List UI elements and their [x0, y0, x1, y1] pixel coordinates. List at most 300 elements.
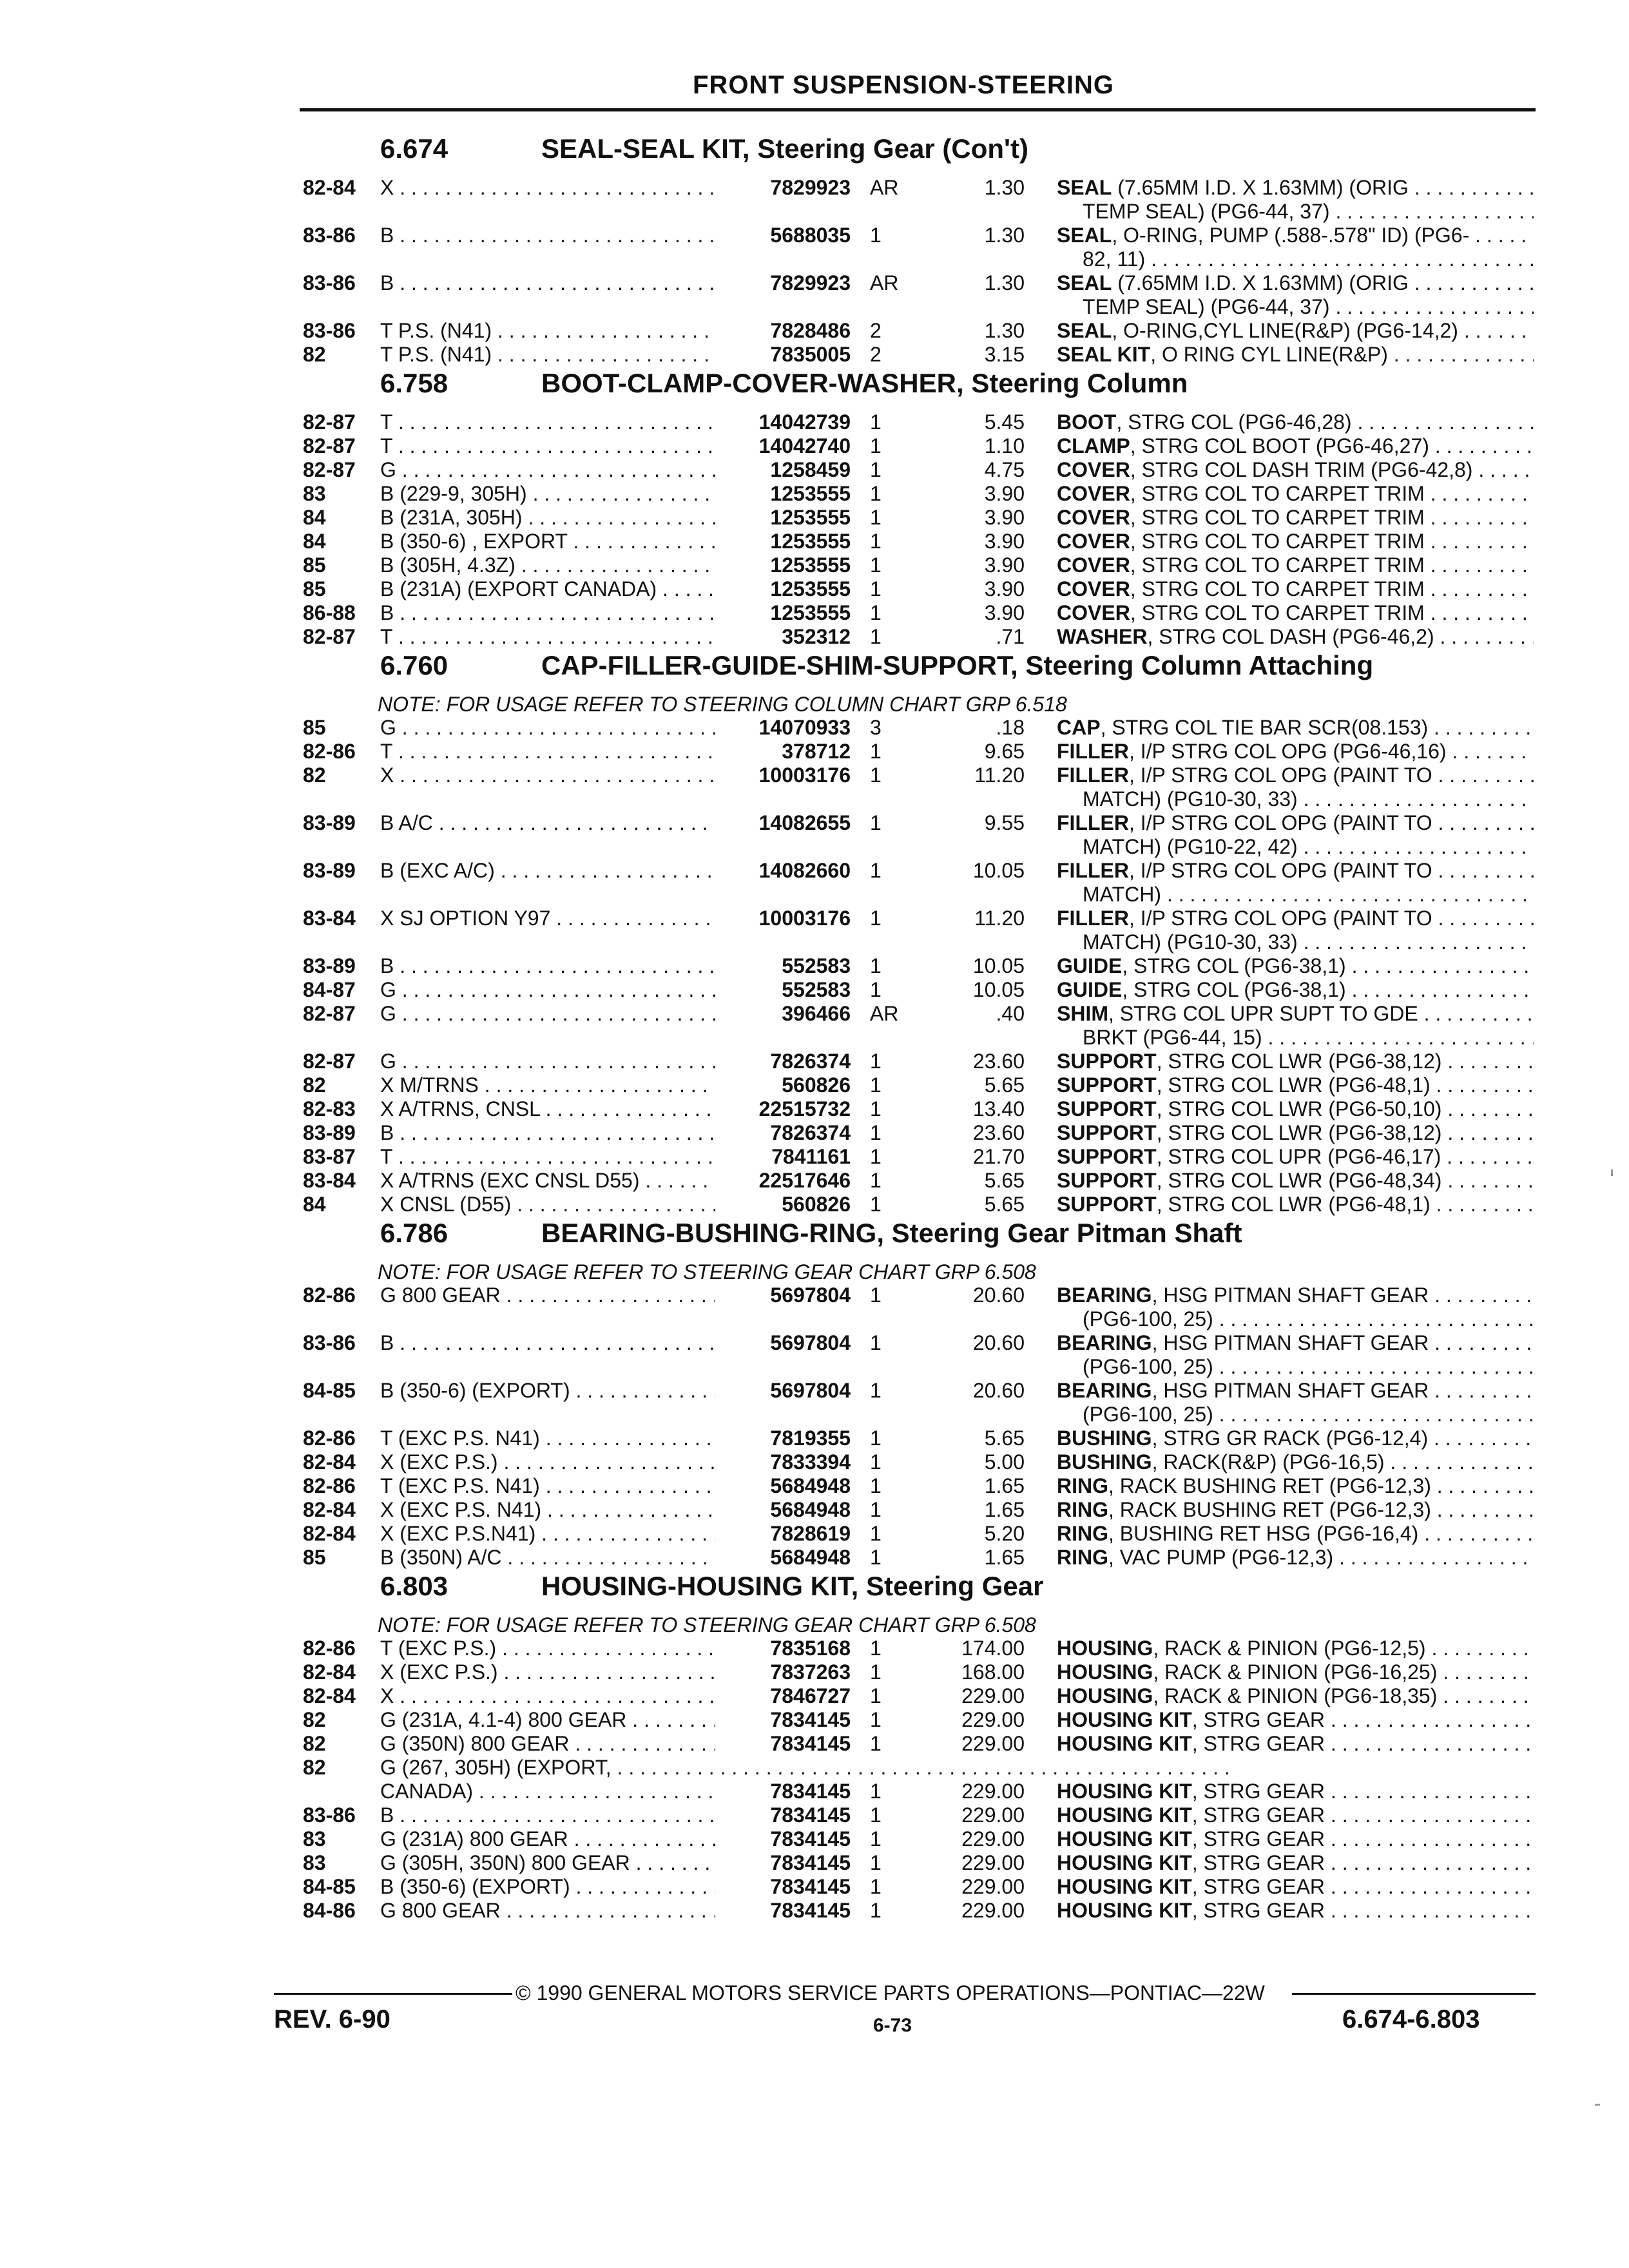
description-lead: BOOT: [1057, 410, 1117, 434]
quantity: 1: [870, 1684, 882, 1707]
description-rest: , STRG COL DASH (PG6-46,2): [1147, 625, 1434, 648]
part-number: 5697804: [722, 1379, 851, 1403]
description-lead: HOUSING KIT: [1057, 1851, 1192, 1874]
part-number: 7829923: [722, 176, 851, 200]
page-header-title: FRONT SUSPENSION-STEERING: [693, 71, 1114, 99]
model-application: B (350-6) (EXPORT) . . .: [380, 1379, 715, 1403]
part-row: [303, 978, 1559, 1002]
description-rest: , STRG COL LWR (PG6-38,12): [1156, 1050, 1442, 1073]
description-continued: TEMP SEAL) (PG6-44, 37) . . .: [1083, 295, 1534, 319]
price: .71: [996, 625, 1025, 648]
part-description: [1057, 319, 1534, 343]
part-description: [1057, 978, 1534, 1002]
model-years: 83-84: [303, 907, 356, 930]
description-rest: , O RING CYL LINE(R&P): [1150, 343, 1388, 366]
model-years: 84-87: [303, 978, 356, 1001]
model-application: T (EXC P.S. N41) . . .: [380, 1474, 715, 1498]
price: 229.00: [961, 1684, 1025, 1707]
part-row: [303, 1708, 1559, 1732]
model-application: G (267, 305H) (EXPORT, . . .: [380, 1756, 715, 1780]
description-rest: , STRG COL UPR (PG6-46,17): [1156, 1145, 1441, 1168]
description-lead: BEARING: [1057, 1379, 1152, 1402]
model-application: B (231A) (EXPORT CANADA) . . .: [380, 577, 715, 601]
quantity: 1: [870, 1637, 882, 1660]
quantity: 1: [870, 1331, 882, 1354]
footer-copyright: © 1990 GENERAL MOTORS SERVICE PARTS OPERATIONS—PONTIAC—22W: [516, 1981, 1265, 2004]
model-years: 82: [303, 1708, 326, 1731]
price: 174.00: [961, 1637, 1025, 1660]
description-lead: HOUSING KIT: [1057, 1875, 1192, 1898]
model-years: 83-86: [303, 224, 356, 247]
part-description: [1057, 1660, 1534, 1684]
model-years: 82-84: [303, 1498, 356, 1521]
description-continued: MATCH) (PG10-30, 33) . . .: [1083, 787, 1534, 811]
part-row: [303, 859, 1559, 883]
description-lead: SHIM: [1057, 1002, 1108, 1025]
part-number: 14042740: [722, 434, 851, 458]
description-lead: RING: [1057, 1474, 1108, 1497]
description-lead: SUPPORT: [1057, 1145, 1157, 1168]
description-lead: SEAL: [1057, 319, 1112, 342]
quantity: 1: [870, 740, 882, 763]
part-number: 7826374: [722, 1121, 851, 1145]
model-years: 82-86: [303, 1637, 356, 1660]
part-description: [1057, 625, 1534, 649]
model-application: B (231A, 305H) . . .: [380, 506, 715, 530]
part-description: [1057, 859, 1534, 883]
part-number: 1253555: [722, 530, 851, 553]
footer-rule-left: [274, 1993, 512, 1995]
description-lead: RING: [1057, 1522, 1108, 1545]
price: 1.65: [984, 1546, 1025, 1569]
description-rest: , HSG PITMAN SHAFT GEAR: [1152, 1331, 1429, 1354]
part-number: 1253555: [722, 577, 851, 601]
part-description: [1057, 577, 1534, 601]
model-years: 82-87: [303, 1050, 356, 1073]
price: 5.65: [984, 1193, 1025, 1216]
quantity: 1: [870, 1427, 882, 1450]
model-years: 85: [303, 716, 326, 739]
part-number: 7834145: [722, 1899, 851, 1923]
description-lead: BUSHING: [1057, 1450, 1152, 1474]
quantity: AR: [870, 1002, 899, 1025]
part-row: [303, 1331, 1559, 1355]
part-row: [303, 1050, 1559, 1073]
model-application: G (305H, 350N) 800 GEAR . . .: [380, 1851, 715, 1875]
part-row: [303, 1851, 1559, 1875]
quantity: 1: [870, 1899, 882, 1922]
continuation-line: [303, 295, 1559, 319]
part-row: [303, 319, 1559, 343]
price: 11.20: [974, 907, 1025, 930]
part-description: [1057, 410, 1534, 434]
model-years: 84: [303, 530, 326, 553]
quantity: 1: [870, 1097, 882, 1120]
description-rest: , I/P STRG COL OPG (PAINT TO: [1128, 859, 1432, 882]
quantity: 1: [870, 601, 882, 624]
model-years: 84-86: [303, 1899, 356, 1922]
quantity: 1: [870, 1780, 882, 1803]
description-rest: (7.65MM I.D. X 1.63MM) (ORIG: [1112, 176, 1409, 199]
description-rest: , I/P STRG COL OPG (PAINT TO: [1128, 811, 1432, 834]
model-application: T . . .: [380, 625, 715, 649]
description-rest: , RACK BUSHING RET (PG6-12,3): [1108, 1474, 1431, 1497]
part-row: [303, 1121, 1559, 1145]
part-description: [1057, 1780, 1534, 1803]
model-years: 82-84: [303, 1684, 356, 1707]
part-description: [1057, 1803, 1534, 1827]
description-lead: RING: [1057, 1546, 1108, 1569]
price: 5.65: [984, 1427, 1025, 1450]
part-description: [1057, 176, 1534, 200]
group-code: 6.760: [380, 650, 448, 680]
model-application: X (EXC P.S.N41) . . .: [380, 1522, 715, 1546]
model-application: X M/TRNS . . .: [380, 1073, 715, 1097]
part-row: [303, 1899, 1559, 1923]
part-number: 560826: [722, 1073, 851, 1097]
page-number: 6-73: [873, 2015, 912, 2036]
part-number: 7828619: [722, 1522, 851, 1546]
description-rest: , RACK & PINION (PG6-18,35): [1153, 1684, 1438, 1707]
model-years: 83-86: [303, 1331, 356, 1354]
description-lead: HOUSING: [1057, 1637, 1153, 1660]
description-rest: , STRG COL LWR (PG6-50,10): [1156, 1097, 1442, 1120]
usage-note: NOTE: FOR USAGE REFER TO STEERING GEAR CHART GRP 6.508: [378, 1613, 1036, 1637]
part-number: 1253555: [722, 482, 851, 506]
part-row: [303, 1097, 1559, 1121]
part-description: [1057, 1050, 1534, 1073]
continuation-line: [303, 1403, 1559, 1427]
model-application: B . . .: [380, 1803, 715, 1827]
usage-note: NOTE: FOR USAGE REFER TO STEERING COLUMN CHART GRP 6.518: [378, 693, 1067, 716]
part-row: [303, 764, 1559, 787]
quantity: 1: [870, 506, 882, 529]
part-row: [303, 1756, 1559, 1780]
model-application: B . . .: [380, 601, 715, 625]
price: 1.65: [984, 1474, 1025, 1497]
price: 229.00: [961, 1780, 1025, 1803]
description-lead: FILLER: [1057, 764, 1129, 787]
part-number: 552583: [722, 954, 851, 978]
description-rest: , STRG COL LWR (PG6-48,1): [1156, 1073, 1431, 1097]
part-description: [1057, 434, 1534, 458]
model-years: 82-87: [303, 625, 356, 648]
group-title: SEAL-SEAL KIT, Steering Gear (Con't): [541, 133, 1028, 164]
part-row: [303, 1732, 1559, 1756]
description-lead: GUIDE: [1057, 978, 1123, 1001]
model-application: B . . .: [380, 271, 715, 295]
quantity: 1: [870, 811, 882, 834]
quantity: 1: [870, 859, 882, 882]
model-application: T . . .: [380, 1145, 715, 1169]
part-row: [303, 1193, 1559, 1216]
quantity: 1: [870, 1875, 882, 1898]
description-lead: SEAL: [1057, 271, 1112, 294]
price: 4.75: [984, 458, 1025, 481]
model-years: 82: [303, 343, 326, 366]
model-application: B (350-6) (EXPORT) . . .: [380, 1875, 715, 1899]
quantity: 1: [870, 978, 882, 1001]
part-number: 552583: [722, 978, 851, 1002]
description-lead: COVER: [1057, 577, 1130, 601]
description-rest: , STRG GEAR: [1191, 1780, 1325, 1803]
part-description: [1057, 1637, 1534, 1660]
description-lead: SUPPORT: [1057, 1169, 1157, 1192]
price: 229.00: [961, 1732, 1025, 1755]
model-application: B . . .: [380, 1331, 715, 1355]
model-years: 82: [303, 1756, 326, 1779]
part-row: [303, 740, 1559, 764]
model-application: G 800 GEAR . . .: [380, 1899, 715, 1923]
part-number: 7834145: [722, 1803, 851, 1827]
price: 5.65: [984, 1169, 1025, 1192]
description-lead: BUSHING: [1057, 1427, 1152, 1450]
price: 1.30: [984, 176, 1025, 199]
description-continued: MATCH) . . .: [1083, 883, 1534, 907]
model-years: 82-86: [303, 740, 356, 763]
price: .18: [996, 716, 1025, 739]
part-description: [1057, 1427, 1534, 1450]
description-lead: FILLER: [1057, 811, 1129, 834]
description-lead: SEAL: [1057, 224, 1112, 247]
description-continued: TEMP SEAL) (PG6-44, 37) . . .: [1083, 200, 1534, 224]
part-row: [303, 1283, 1559, 1307]
model-years: 84: [303, 1193, 326, 1216]
part-number: 7834145: [722, 1780, 851, 1803]
part-number: 1258459: [722, 458, 851, 482]
description-rest: , RACK & PINION (PG6-12,5): [1153, 1637, 1426, 1660]
description-lead: SUPPORT: [1057, 1050, 1157, 1073]
description-lead: RING: [1057, 1498, 1108, 1521]
group-code: 6.758: [380, 368, 448, 398]
continuation-line: [303, 835, 1559, 859]
description-rest: , STRG COL DASH TRIM (PG6-42,8): [1130, 458, 1473, 481]
part-row: [303, 271, 1559, 295]
part-row: [303, 1684, 1559, 1708]
part-number: 14070933: [722, 716, 851, 740]
part-description: [1057, 1097, 1534, 1121]
description-rest: , HSG PITMAN SHAFT GEAR: [1152, 1283, 1429, 1307]
part-row: [303, 601, 1559, 625]
part-description: [1057, 716, 1534, 740]
part-row: [303, 577, 1559, 601]
price: 11.20: [974, 764, 1025, 787]
quantity: 1: [870, 907, 882, 930]
part-description: [1057, 1899, 1534, 1923]
part-row: [303, 1660, 1559, 1684]
price: 5.00: [984, 1450, 1025, 1474]
model-years: 83: [303, 1827, 326, 1850]
description-rest: , STRG COL TO CARPET TRIM: [1130, 506, 1425, 529]
quantity: 2: [870, 343, 882, 366]
price: 23.60: [972, 1121, 1025, 1144]
price: 10.05: [972, 978, 1025, 1001]
section-heading: [303, 132, 1559, 176]
model-years: 83-84: [303, 1169, 356, 1192]
continuation-line: [303, 883, 1559, 907]
quantity: 1: [870, 458, 882, 481]
model-application: B (305H, 4.3Z) . . .: [380, 553, 715, 577]
part-description: [1057, 811, 1534, 835]
price: 168.00: [961, 1660, 1025, 1684]
price: 3.90: [984, 577, 1025, 601]
description-lead: HOUSING: [1057, 1660, 1153, 1684]
group-title: HOUSING-HOUSING KIT, Steering Gear: [541, 1571, 1044, 1601]
description-rest: , O-RING,CYL LINE(R&P) (PG6-14,2): [1112, 319, 1458, 342]
model-years: 86-88: [303, 601, 356, 624]
group-code: 6.786: [380, 1218, 448, 1248]
part-row: [303, 1169, 1559, 1193]
part-row: [303, 1522, 1559, 1546]
description-rest: , STRG COL (PG6-46,28): [1116, 410, 1352, 434]
model-application: X (EXC P.S.) . . .: [380, 1450, 715, 1474]
description-rest: , STRG COL UPR SUPT TO GDE: [1108, 1002, 1418, 1025]
price: 3.90: [984, 553, 1025, 577]
part-description: [1057, 740, 1534, 764]
group-title: CAP-FILLER-GUIDE-SHIM-SUPPORT, Steering Column Attaching: [541, 650, 1374, 680]
description-rest: , STRG COL (PG6-38,1): [1122, 978, 1346, 1001]
part-number: 560826: [722, 1193, 851, 1216]
price: 5.20: [984, 1522, 1025, 1545]
description-rest: (7.65MM I.D. X 1.63MM) (ORIG: [1112, 271, 1409, 294]
model-years: 82-87: [303, 410, 356, 434]
part-number: 7835005: [722, 343, 851, 367]
price: 20.60: [972, 1283, 1025, 1307]
description-lead: SUPPORT: [1057, 1121, 1157, 1144]
quantity: 1: [870, 1379, 882, 1402]
quantity: 1: [870, 1732, 882, 1755]
quantity: 1: [870, 482, 882, 505]
quantity: 1: [870, 553, 882, 577]
model-years: 84-85: [303, 1379, 356, 1402]
model-application: G (231A, 4.1-4) 800 GEAR . . .: [380, 1708, 715, 1732]
part-row: [303, 1145, 1559, 1169]
quantity: 1: [870, 577, 882, 601]
part-number: 7834145: [722, 1827, 851, 1851]
model-application: T (EXC P.S.) . . .: [380, 1637, 715, 1660]
part-number: 1253555: [722, 506, 851, 530]
description-rest: , RACK(R&P) (PG6-16,5): [1152, 1450, 1385, 1474]
part-row: [303, 343, 1559, 367]
quantity: 1: [870, 954, 882, 977]
model-years: 82-86: [303, 1283, 356, 1307]
part-number: 7826374: [722, 1050, 851, 1073]
price: 5.45: [984, 410, 1025, 434]
model-years: 82-87: [303, 1002, 356, 1025]
model-years: 82-84: [303, 176, 356, 199]
part-description: [1057, 1732, 1534, 1756]
description-rest: , STRG GEAR: [1191, 1875, 1325, 1898]
group-title: BOOT-CLAMP-COVER-WASHER, Steering Column: [541, 368, 1188, 398]
part-description: [1057, 1851, 1534, 1875]
model-application: T . . .: [380, 410, 715, 434]
part-description: [1057, 1379, 1534, 1403]
quantity: 1: [870, 410, 882, 434]
price: 23.60: [972, 1050, 1025, 1073]
part-row: [303, 954, 1559, 978]
description-continued: (PG6-100, 25) . . .: [1083, 1307, 1534, 1331]
model-years: 83-89: [303, 811, 356, 834]
part-description: [1057, 506, 1534, 530]
part-description: [1057, 343, 1534, 367]
revision-label: REV. 6-90: [274, 2005, 390, 2033]
model-application: X . . .: [380, 176, 715, 200]
quantity: 1: [870, 1169, 882, 1192]
part-number: 5688035: [722, 224, 851, 247]
continuation-line: [303, 1307, 1559, 1331]
description-rest: , STRG GEAR: [1191, 1708, 1325, 1731]
model-years: 82-86: [303, 1474, 356, 1497]
continuation-line: [303, 1355, 1559, 1379]
part-number: 7828486: [722, 319, 851, 343]
price: 1.30: [984, 224, 1025, 247]
model-application: X CNSL (D55) . . .: [380, 1193, 715, 1216]
price: 229.00: [961, 1803, 1025, 1827]
price: 10.05: [972, 954, 1025, 977]
quantity: 1: [870, 1851, 882, 1874]
quantity: 1: [870, 530, 882, 553]
price: 20.60: [972, 1379, 1025, 1402]
price: 229.00: [961, 1851, 1025, 1874]
description-lead: HOUSING KIT: [1057, 1899, 1192, 1922]
section-range: 6.674-6.803: [1342, 2005, 1480, 2033]
model-application: G . . .: [380, 1050, 715, 1073]
price: 10.05: [972, 859, 1025, 882]
header-rule: [300, 108, 1536, 111]
part-number: 5697804: [722, 1331, 851, 1355]
description-lead: SEAL KIT: [1057, 343, 1151, 366]
quantity: 1: [870, 1283, 882, 1307]
part-description: [1057, 601, 1534, 625]
description-continued: MATCH) (PG10-30, 33) . . .: [1083, 930, 1534, 954]
quantity: 1: [870, 1708, 882, 1731]
part-description: [1057, 1708, 1534, 1732]
continuation-line: [303, 930, 1559, 954]
description-lead: GUIDE: [1057, 954, 1123, 977]
price: 229.00: [961, 1899, 1025, 1922]
section-heading: [303, 1216, 1559, 1260]
model-application: B (229-9, 305H) . . .: [380, 482, 715, 506]
model-years: 85: [303, 1546, 326, 1569]
price: 9.55: [984, 811, 1025, 834]
part-row: [303, 625, 1559, 649]
model-application: B . . .: [380, 224, 715, 247]
description-rest: , STRG COL TO CARPET TRIM: [1130, 601, 1425, 624]
quantity: 2: [870, 319, 882, 342]
description-rest: , STRG GEAR: [1191, 1803, 1325, 1827]
model-years: 82-84: [303, 1522, 356, 1545]
price: 229.00: [961, 1708, 1025, 1731]
part-description: [1057, 1331, 1534, 1355]
quantity: 1: [870, 224, 882, 247]
description-rest: , I/P STRG COL OPG (PAINT TO: [1128, 764, 1432, 787]
model-years: 82: [303, 1732, 326, 1755]
model-application: G 800 GEAR . . .: [380, 1283, 715, 1307]
part-number: 7834145: [722, 1875, 851, 1899]
description-rest: , STRG COL LWR (PG6-48,1): [1156, 1193, 1431, 1216]
part-number: 7829923: [722, 271, 851, 295]
part-number: 5684948: [722, 1498, 851, 1522]
description-lead: FILLER: [1057, 859, 1129, 882]
description-lead: BEARING: [1057, 1331, 1152, 1354]
part-row: [303, 1498, 1559, 1522]
part-description: [1057, 1121, 1534, 1145]
part-number: 10003176: [722, 764, 851, 787]
part-description: [1057, 1546, 1534, 1570]
description-lead: HOUSING KIT: [1057, 1827, 1192, 1850]
price: 3.90: [984, 530, 1025, 553]
description-lead: CAP: [1057, 716, 1101, 739]
